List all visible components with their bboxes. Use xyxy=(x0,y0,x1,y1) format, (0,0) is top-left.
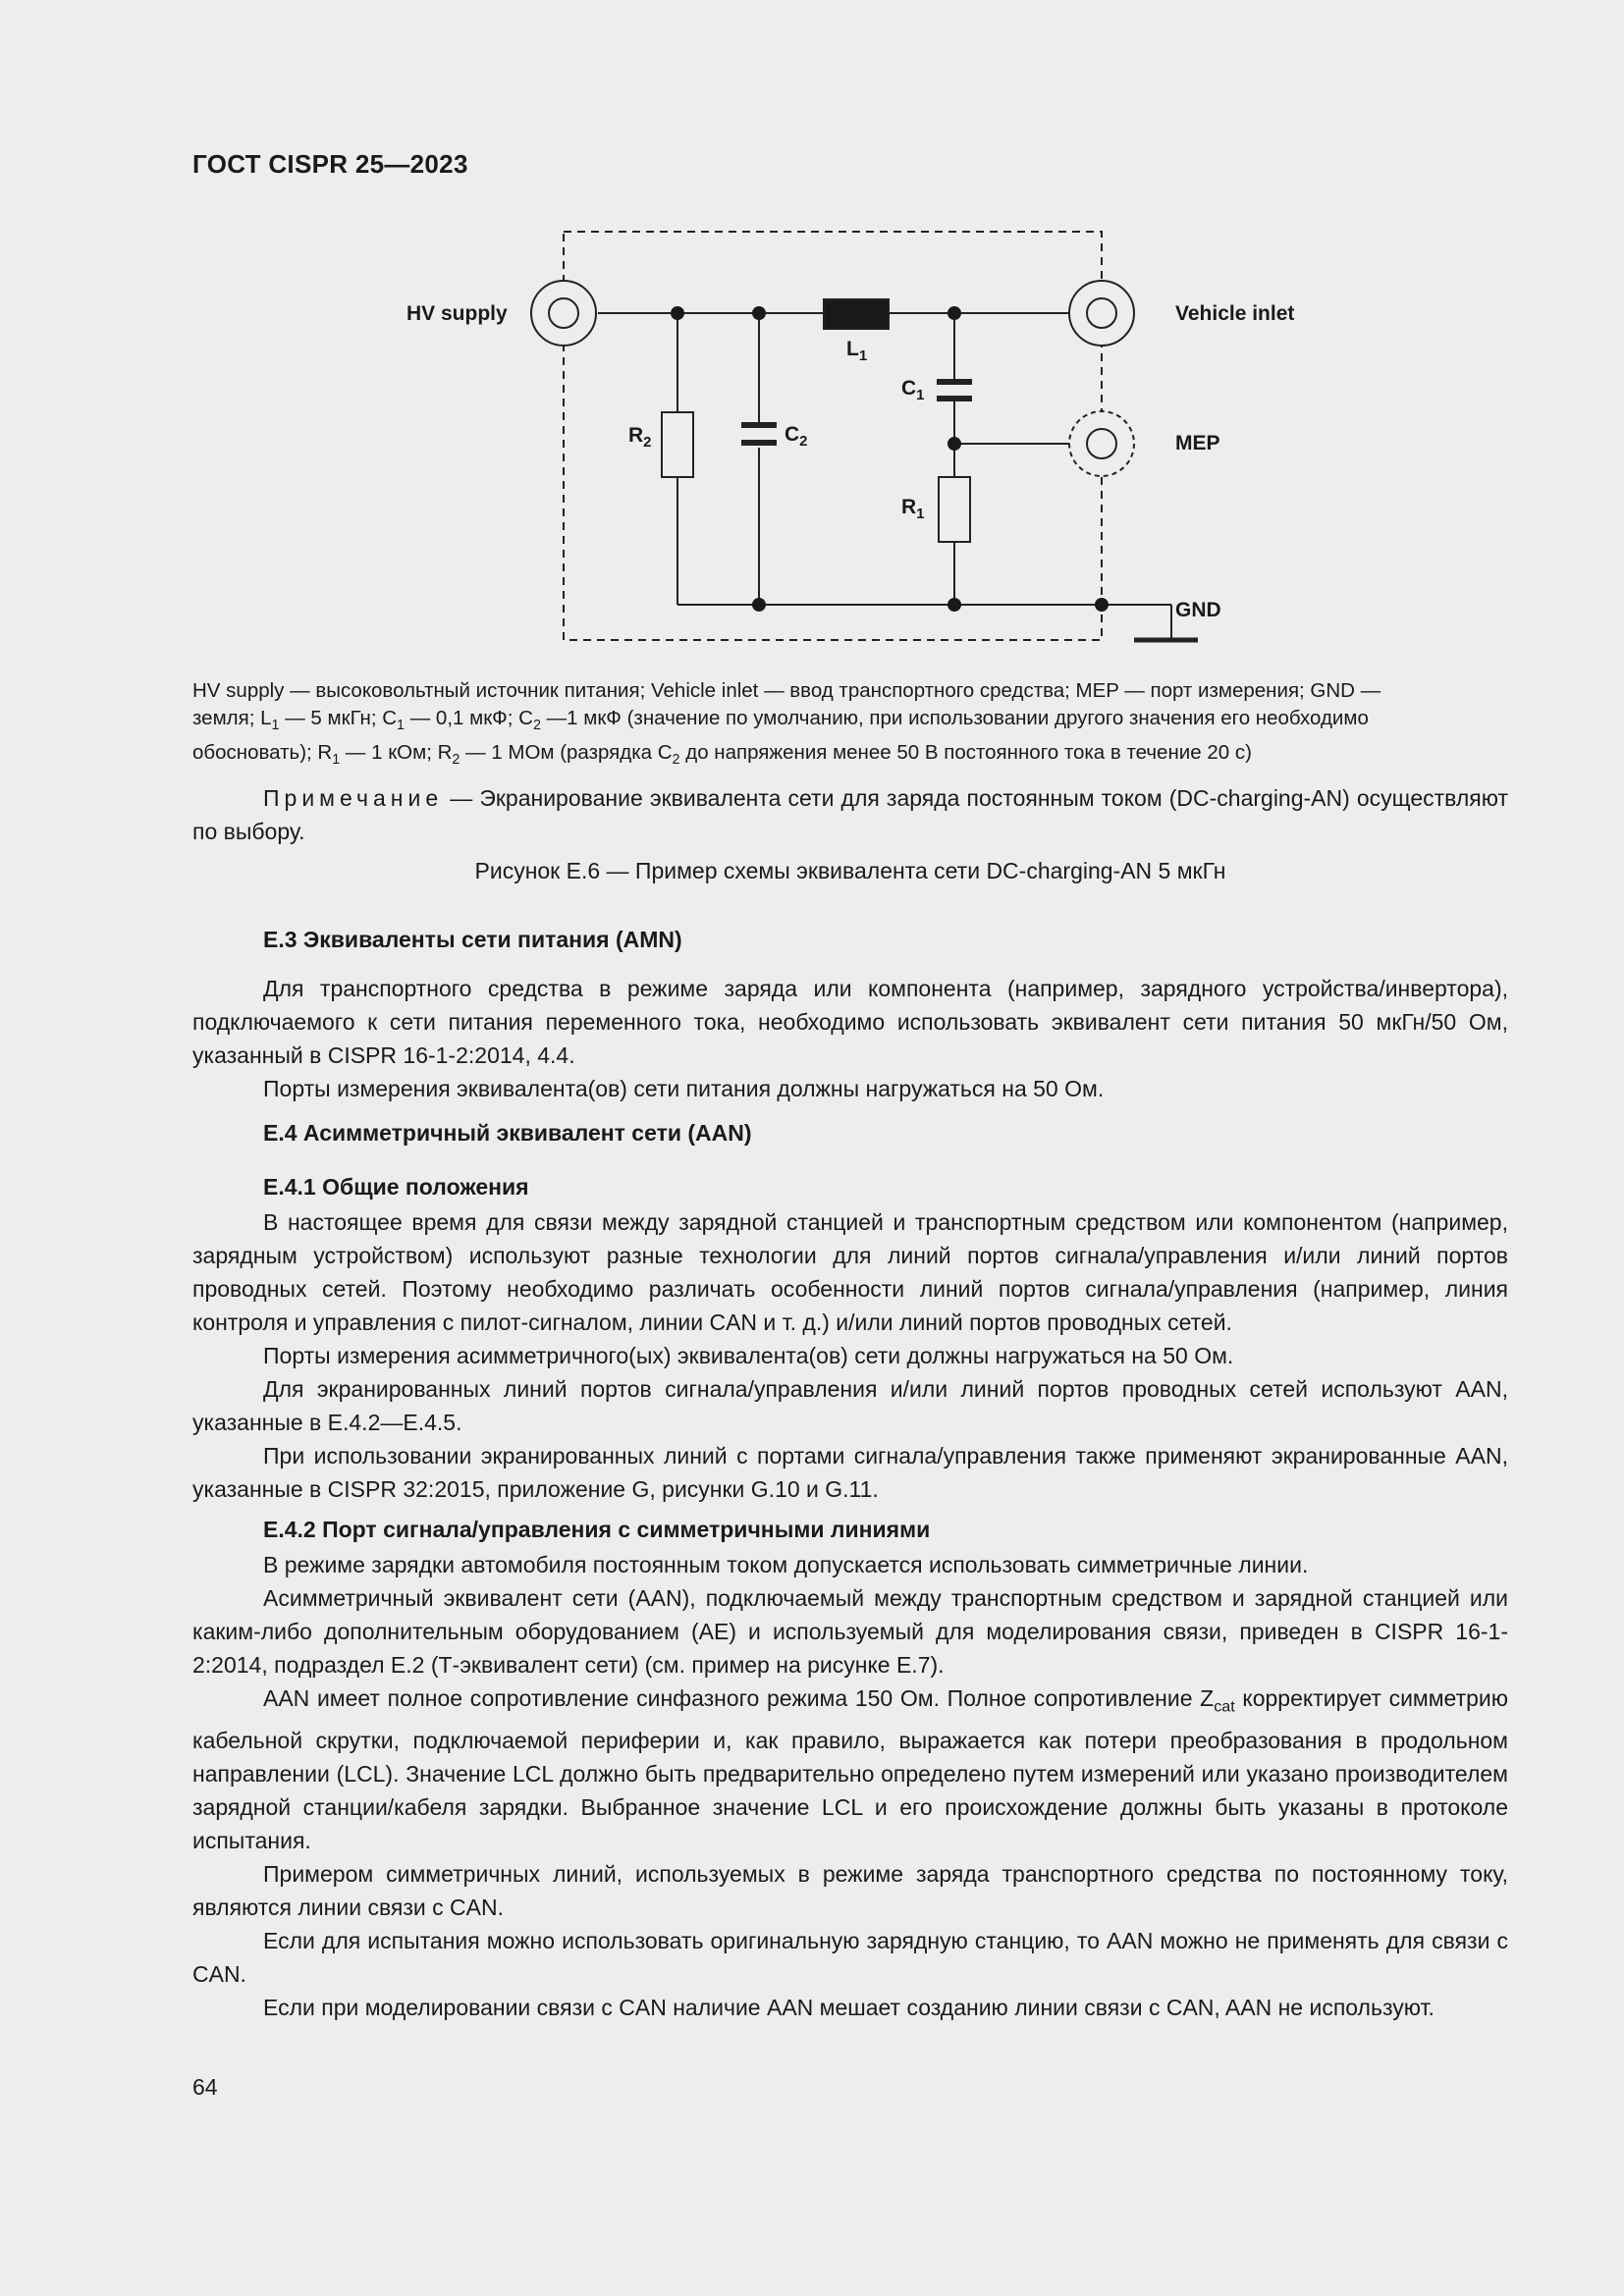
resistor-r1 xyxy=(939,477,970,542)
gnd-label: GND xyxy=(1175,599,1221,621)
circuit-diagram xyxy=(373,216,1306,658)
svg-text:C1: $C_1$ xyxy=(901,377,925,403)
svg-text:R2: $R_2$ xyxy=(628,424,652,451)
figure-caption: Рисунок Е.6 — Пример схемы эквивалента сети DC-charging-AN 5 мкГн xyxy=(474,858,1226,883)
section-e3-heading: Е.3 Эквиваленты сети питания (AMN) xyxy=(263,927,682,952)
inductor-l1 xyxy=(824,299,889,329)
section-e42-heading: Е.4.2 Порт сигнала/управления с симметричными линиями xyxy=(263,1517,931,1542)
svg-text:L1: $L_1$ xyxy=(846,338,868,364)
mep-connector xyxy=(1069,411,1134,476)
hv-supply-connector xyxy=(531,281,596,346)
svg-text:C2: $C_2$ xyxy=(785,423,808,450)
section-e41-body: В настоящее время для связи между зарядной станцией и транспортным средством или компонентом (например, зарядным устройством) используют разные технологии для линий портов сигнала/управления и/или линий портов проводных сетей. Поэтому необходимо различать особенности линий портов сигнала/управления (например, линия контроля и управления с пилот-сигналом, линии CAN и т. д.) и/или линий портов проводных сетей. Порты измерения асимметричного(ых) эквивалента(ов) сети должны нагружаться на 50 Ом. Для экранированных линий портов сигнала/управления и/или линий портов проводных сетей используют AAN, указанные в Е.4.2—Е.4.5. При использовании экранированных линий с портами сигнала/управления также применяют экранированные AAN, указанные в CISPR 32:2015, приложение G, рисунки G.10 и G.11. xyxy=(192,1209,1508,1502)
section-e41-heading: Е.4.1 Общие положения xyxy=(263,1174,529,1200)
figure-note: Примечание — Экранирование эквивалента сети для заряда постоянным током (DC-charging-AN) осуществляют по выбору. xyxy=(192,785,1508,844)
figure-legend: HV supply — высоковольтный источник питания; Vehicle inlet — ввод транспортного средства; MEP — порт измерения; GND — земля; $L_1$ — 5 мкГн; $C_1$ — 0,1 мкФ; $C_2$ —1 мкФ (значение по умолчанию, при использовании другого значения его необходимо обосновать); $R_1$ — 1 кОм; $R_2$ — 1 МОм (разрядка $C_2$ до напряжения менее 50 В постоянного тока в течение 20 с) xyxy=(192,679,1381,769)
vehicle-inlet-connector xyxy=(1069,281,1134,346)
section-e42-body: В режиме зарядки автомобиля постоянным током допускается использовать симметричные линии. Асимметричный эквивалент сети (AAN), подключаемый между транспортным средством и зарядной станцией или каким-либо дополнительным оборудованием (АЕ) и используемый для моделирования связи, приведен в CISPR 16-1-2:2014, подраздел Е.2 (Т-эквивалент сети) (см. пример на рисунке Е.7). AAN имеет полное сопротивление синфазного режима 150 Ом. Полное сопротивление $Z_{cat}$ корректирует симметрию кабельной скрутки, подключаемой периферии и, как правило, выражается как потери преобразования в продольном направлении (LCL). Значение LCL должно быть предварительно определено путем измерений или указано производителем зарядной станции/кабеля зарядки. Выбранное значение LCL и его происхождение должны быть указаны в протоколе испытания. Примером симметричных линий, используемых в режиме заряда транспортного средства по постоянному току, являются линии связи с CAN. Если для испытания можно использовать оригинальную зарядную станцию, то AAN можно не применять для связи с CAN. Если при моделировании связи с CAN наличие AAN мешает созданию линии связи с CAN, AAN не используют. xyxy=(192,1552,1508,2020)
section-e3-body: Для транспортного средства в режиме заряда или компонента (например, зарядного устройства/инвертора), подключаемого к сети питания переменного тока, необходимо использовать эквивалент сети питания 50 мкГн/50 Ом, указанный в CISPR 16-1-2:2014, 4.4. Порты измерения эквивалента(ов) сети питания должны нагружаться на 50 Ом. xyxy=(192,976,1508,1101)
resistor-r2 xyxy=(662,412,693,477)
mep-label: MEP xyxy=(1175,432,1220,454)
document-header: ГОСТ CISPR 25—2023 xyxy=(192,149,468,179)
section-e4-heading: Е.4 Асимметричный эквивалент сети (AAN) xyxy=(263,1120,752,1146)
svg-text:R1: $R_1$ xyxy=(901,496,925,522)
vehicle-inlet-label: Vehicle inlet xyxy=(1175,302,1295,325)
page-number: 64 xyxy=(192,2074,218,2100)
hv-supply-label: HV supply xyxy=(406,302,508,325)
